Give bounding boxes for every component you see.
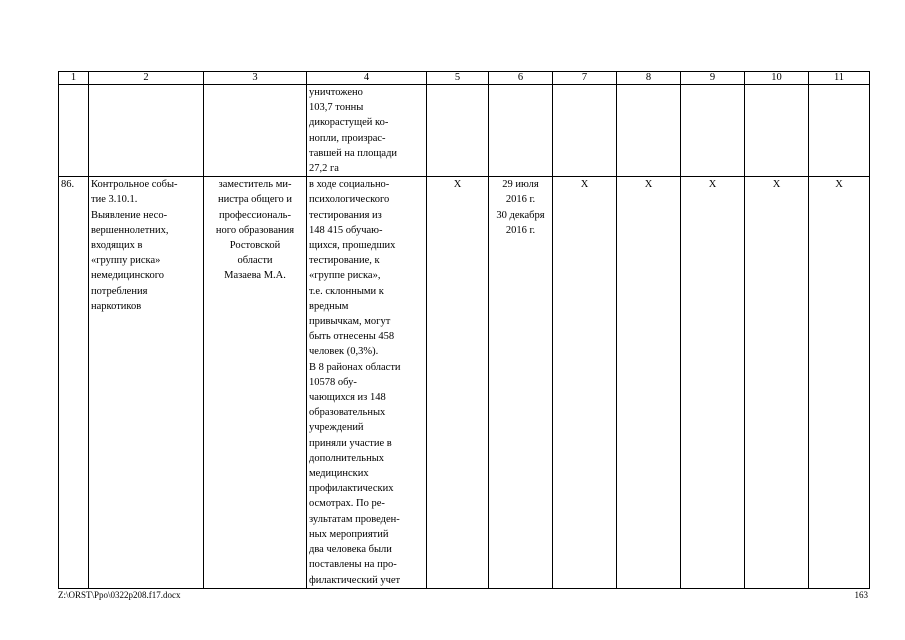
cell-empty bbox=[89, 85, 204, 177]
cell-dates: 29 июля 2016 г. 30 декабря 2016 г. bbox=[489, 177, 553, 588]
header-cell-1: 1 bbox=[59, 72, 89, 85]
cell-empty bbox=[204, 85, 307, 177]
cell-result: в ходе социально- психологического тестирования из 148 415 обучаю- щихся, прошедших тестирование, к «группе риска», т.е. склонными к вредным привычкам, могут быть отнесены 458 человек (0,3%). В 8 районах области 10578 обу- чающихся из 148 образовательных учреждений приняли участие в дополнительных медицинских профилактических осмотрах. По ре- зультатам проведен- ных мероприятий два человека были поставлены на про- филактический учет bbox=[307, 177, 427, 588]
header-cell-9: 9 bbox=[681, 72, 745, 85]
table-header-row bbox=[59, 72, 870, 85]
cell-col5: X bbox=[427, 177, 489, 588]
cell-row-number: 86. bbox=[59, 177, 89, 588]
cell-col10: X bbox=[745, 177, 809, 588]
header-cell-2: 2 bbox=[89, 72, 204, 85]
header-cell-8: 8 bbox=[617, 72, 681, 85]
table-row-continuation bbox=[59, 85, 870, 177]
cell-empty bbox=[617, 85, 681, 177]
cell-empty bbox=[553, 85, 617, 177]
header-cell-11: 11 bbox=[809, 72, 870, 85]
header-cell-6: 6 bbox=[489, 72, 553, 85]
header-cell-4: 4 bbox=[307, 72, 427, 85]
header-cell-5: 5 bbox=[427, 72, 489, 85]
cell-control-event: Контрольное собы- тие 3.10.1. Выявление несо- вершеннолетних, входящих в «группу риска» немедицинского потребления наркотиков bbox=[89, 177, 204, 588]
cell-empty bbox=[681, 85, 745, 177]
cell-col7: X bbox=[553, 177, 617, 588]
cell-empty bbox=[745, 85, 809, 177]
header-cell-3: 3 bbox=[204, 72, 307, 85]
table-row-86 bbox=[59, 177, 870, 588]
footer-page-number: 163 bbox=[854, 590, 868, 600]
cell-col9: X bbox=[681, 177, 745, 588]
cell-empty bbox=[427, 85, 489, 177]
cell-empty bbox=[489, 85, 553, 177]
cell-empty bbox=[809, 85, 870, 177]
header-cell-7: 7 bbox=[553, 72, 617, 85]
cell-empty bbox=[59, 85, 89, 177]
document-table bbox=[58, 71, 870, 589]
cell-col8: X bbox=[617, 177, 681, 588]
cell-responsible: заместитель ми- нистра общего и профессиональ- ного образования Ростовской области Мазаева М.А. bbox=[204, 177, 307, 588]
header-cell-10: 10 bbox=[745, 72, 809, 85]
cell-result-continuation: уничтожено 103,7 тонны дикорастущей ко- нопли, произрас- тавшей на площади 27,2 га bbox=[307, 85, 427, 177]
footer-file-path: Z:\ORST\Ppo\0322p208.f17.docx bbox=[58, 590, 181, 600]
cell-col11: X bbox=[809, 177, 870, 588]
